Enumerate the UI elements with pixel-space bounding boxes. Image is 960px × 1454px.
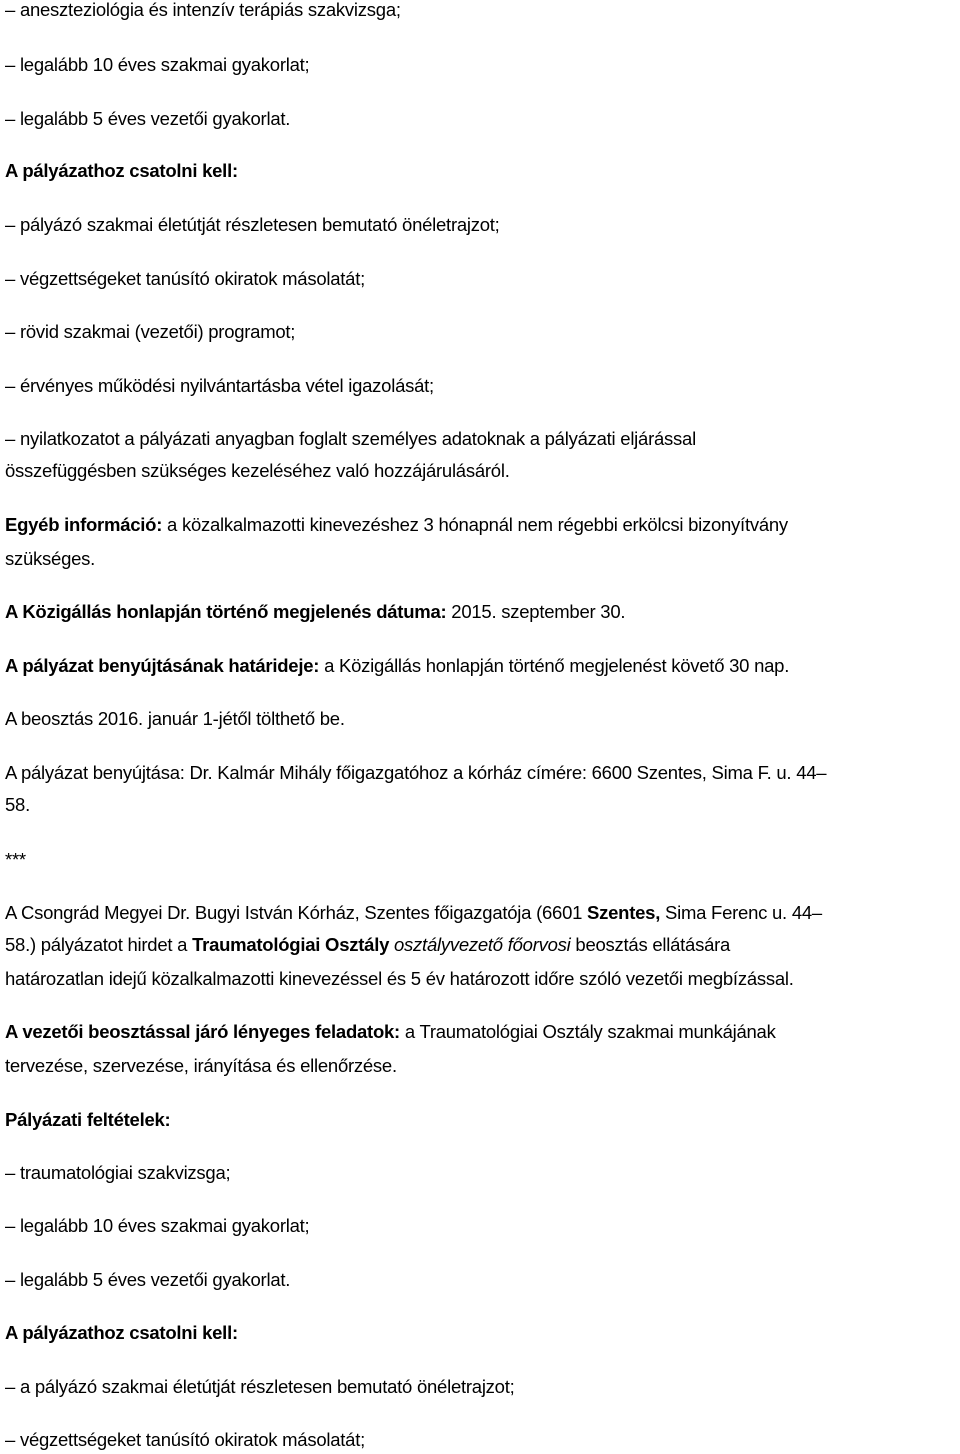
attach-heading-2: A pályázathoz csatolni kell: <box>5 1322 238 1343</box>
list-item-text: végzettségeket tanúsító okiratok másolatát; <box>19 268 365 289</box>
list-item <box>5 1213 309 1239</box>
dash: – <box>5 1376 16 1397</box>
dash: – <box>5 321 16 342</box>
list-item-text: végzettségeket tanúsító okiratok másolatát; <box>19 1429 365 1450</box>
dash: – <box>5 1429 16 1450</box>
list-item-text: pályázó szakmai életútját részletesen bemutató önéletrajzot; <box>19 214 500 235</box>
list-item <box>5 52 309 78</box>
list-item <box>5 426 696 452</box>
dash: – <box>5 214 16 235</box>
dash: – <box>5 1269 16 1290</box>
submission-line: A pályázat benyújtása: Dr. Kalmár Mihály főigazgatóhoz a kórház címére: 6600 Szentes, Sima F. u. 44– <box>5 762 827 783</box>
deadline-line <box>5 653 789 679</box>
list-item <box>5 266 365 292</box>
list-item-text: legalább 10 éves szakmai gyakorlat; <box>19 1215 310 1236</box>
section-heading <box>5 1107 170 1133</box>
list-item-text: legalább 10 éves szakmai gyakorlat; <box>19 54 310 75</box>
separator: *** <box>5 849 26 870</box>
dash: – <box>5 108 16 129</box>
list-item <box>5 373 434 399</box>
list-item <box>5 0 401 23</box>
list-item <box>5 1427 365 1453</box>
publication-label: A Közigállás honlapján történő megjelenés dátuma: <box>5 601 447 622</box>
other-info-line <box>5 512 788 538</box>
list-item-continuation: összefüggésben szükséges kezeléséhez való hozzájárulásáról. <box>5 460 510 481</box>
section-heading <box>5 1320 238 1346</box>
dash: – <box>5 1162 16 1183</box>
duties-text: a Traumatológiai Osztály szakmai munkájának <box>399 1021 776 1042</box>
announcement-line-2 <box>5 932 730 958</box>
announcement-text: A Csongrád Megyei Dr. Bugyi István Kórház, Szentes főigazgatója (6601 <box>5 902 588 923</box>
dash: – <box>5 1215 16 1236</box>
list-item-text: érvényes működési nyilvántartásba vétel igazolását; <box>19 375 434 396</box>
other-info-continuation: szükséges. <box>5 548 96 569</box>
dash: – <box>5 0 16 20</box>
other-info-text: a közalkalmazotti kinevezéshez 3 hónapnál nem régebbi erkölcsi bizonyítvány <box>162 514 788 535</box>
dash: – <box>5 268 16 289</box>
announcement-text: beosztás ellátására <box>570 934 731 955</box>
announcement-text: 58.) pályázatot hirdet a <box>5 934 193 955</box>
deadline-label: A pályázat benyújtásának határideje: <box>5 655 320 676</box>
list-item <box>5 1160 230 1186</box>
duties-line <box>5 1019 776 1045</box>
submission-continuation: 58. <box>5 794 30 815</box>
dash: – <box>5 428 16 449</box>
publication-date-line <box>5 599 625 625</box>
duties-continuation: tervezése, szervezése, irányítása és ellenőrzése. <box>5 1055 397 1076</box>
list-item <box>5 1267 290 1293</box>
fill-date-line: A beosztás 2016. január 1-jétől tölthető be. <box>5 708 345 729</box>
conditions-heading: Pályázati feltételek: <box>5 1109 171 1130</box>
deadline-value: a Közigállás honlapján történő megjelenést követő 30 nap. <box>319 655 790 676</box>
announcement-line-1 <box>5 900 822 926</box>
announcement-text: Sima Ferenc u. 44– <box>660 902 822 923</box>
attach-heading: A pályázathoz csatolni kell: <box>5 160 238 181</box>
list-item-text: legalább 5 éves vezetői gyakorlat. <box>19 108 291 129</box>
list-item-text: traumatológiai szakvizsga; <box>19 1162 231 1183</box>
list-item-text: rövid szakmai (vezetői) programot; <box>19 321 296 342</box>
section-heading <box>5 158 238 184</box>
dash: – <box>5 375 16 396</box>
announcement-city: Szentes, <box>587 902 661 923</box>
list-item-text: nyilatkozatot a pályázati anyagban foglalt személyes adatoknak a pályázati eljárással <box>19 428 696 449</box>
publication-value: 2015. szeptember 30. <box>446 601 626 622</box>
list-item <box>5 212 500 238</box>
position-title: osztályvezető főorvosi <box>394 934 571 955</box>
list-item-text: aneszteziológia és intenzív terápiás szakvizsga; <box>19 0 401 20</box>
list-item-text: legalább 5 éves vezetői gyakorlat. <box>19 1269 291 1290</box>
other-info-label: Egyéb információ: <box>5 514 163 535</box>
list-item-text: a pályázó szakmai életútját részletesen bemutató önéletrajzot; <box>19 1376 515 1397</box>
dash: – <box>5 54 16 75</box>
announcement-line-3: határozatlan idejű közalkalmazotti kinevezéssel és 5 év határozott időre szóló vezetői megbízással. <box>5 968 794 989</box>
duties-label: A vezetői beosztással járó lényeges feladatok: <box>5 1021 400 1042</box>
list-item <box>5 319 295 345</box>
list-item <box>5 106 290 132</box>
list-item <box>5 1374 515 1400</box>
department-name: Traumatológiai Osztály <box>192 934 390 955</box>
